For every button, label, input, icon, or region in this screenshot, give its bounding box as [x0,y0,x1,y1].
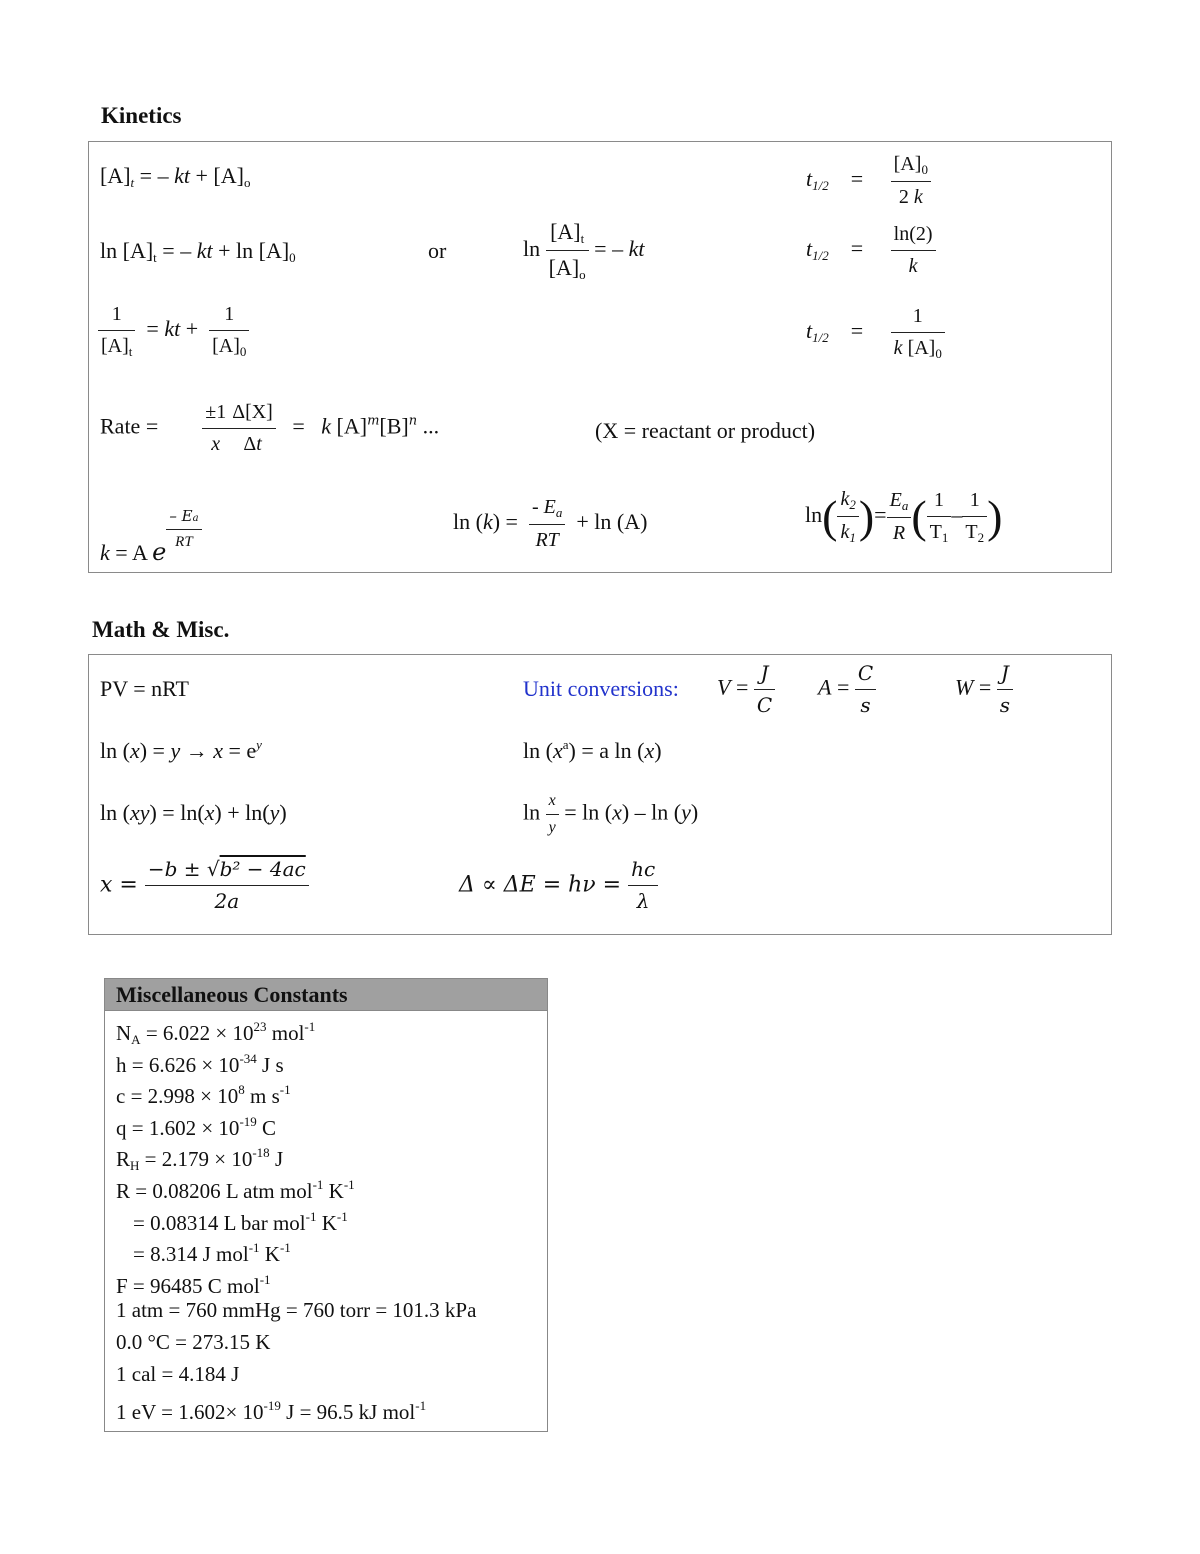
quadratic-formula: x = $\frac{\text{−b ± √b² − 4ac}}{2a}$ [100,857,309,914]
ideal-gas-law: PV = nRT [100,676,189,701]
constant-avogadro: $N_A = 6.022 \times 10^{23}$ mol$^{-1}$ [116,1019,316,1047]
log-exp: $\ln (x) = y \to x = e^y$ [100,737,262,763]
constant-planck: $h = 6.626 \times 10^{-34}$ J s [116,1050,284,1077]
eq-first-order-alt: ln $\frac{[A]_t}{[A]_o}$ = – kt [523,219,645,283]
constant-calorie: 1 cal = 4.184 J [116,1361,240,1386]
unit-watt: W = $\frac{J}{s}$ [955,661,1013,718]
unit-amp: A = $\frac{C}{s}$ [818,661,876,718]
eq-zero-order: $[A]_t$ = – kt + $[A]_o$ [100,163,251,190]
log-product: ln (xy) = ln(x) + ln(y) [100,800,287,825]
eq-first-order: $\ln [A]_t$ = – kt + $\ln [A]_0$ [100,238,296,265]
constant-electronvolt: 1 eV = $1.602\times 10^{-19}$ J = 96.5 kJ mol$^{-1}$ [116,1398,427,1425]
constant-gas-joule: = 8.314 J mol$^{-1}$ $K^{-1}$ [133,1240,291,1267]
constant-gas-bar: = 0.08314 L bar mol$^{-1}$ $K^{-1}$ [133,1208,348,1235]
constant-rydberg: $R_H = 2.179 \times 10^{-18}$ J [116,1145,284,1174]
half-life-second: $t_{1/2}$ = $\frac{1}{k [A]_0}$ [806,304,945,362]
constant-kelvin: 0.0 °C = 273.15 K [116,1329,271,1354]
kinetics-heading: Kinetics [101,103,182,128]
photon-energy: Δ ∝ ΔE = hν = $\frac{hc}{\lambda}$ [459,857,658,914]
constant-gas-atm: R = 0.08206 L atm mol$^{-1}$ $K^{-1}$ [116,1176,355,1203]
arrhenius-ln: ln (k) = $\frac{- E_a}{RT}$ + ln (A) [453,496,648,552]
rate-note: (X = reactant or product) [595,418,816,443]
arrhenius-two-point: ln( $\frac{k_2}{k_1}$ )= $\frac{E_a}{R}$ ( $\frac{1}{T_1}$ – $\frac{1}{T_2}$ ) [805,488,1003,546]
math-heading: Math & Misc. [92,617,230,642]
constant-charge: $q = 1.602 \times 10^{-19}$ C [116,1113,277,1140]
constants-table [104,978,548,1432]
log-quotient: ln $\frac{x}{y}$ = ln (x) – ln (y) [523,792,699,836]
unit-conversions-label: Unit conversions: [523,676,679,701]
half-life-zero: $t_{1/2}$ = $\frac{[A]_0}{2 k}$ [806,152,931,210]
or-label: or [428,238,447,263]
constants-header: Miscellaneous Constants [105,979,547,1011]
kinetics-box [88,141,1112,573]
constant-atm: 1 atm = 760 mmHg = 760 torr = 101.3 kPa [116,1298,477,1323]
log-power: $\ln (x^a) = a$ ln (x) [523,737,662,763]
half-life-first: $t_{1/2}$ = $\frac{\ln(2)}{k}$ [806,222,936,279]
eq-second-order: $\frac{1}{[A]_t}$ = kt + $\frac{1}{[A]_0}$ [98,302,249,360]
rate-law: Rate = $\frac{\pm 1}{x}$ $\frac{\Delta[X]}{\Delta t}$ = k $[A]^m[B]^n$ ... [100,401,440,455]
math-box [88,654,1112,935]
arrhenius: k = A e $\frac{- Ea}{RT}$ [100,507,202,564]
constant-faraday: F = 96485 C mol$^{-1}$ [116,1271,271,1298]
unit-volt: V = $\frac{J}{C}$ [717,661,775,718]
constant-light-speed: $c = 2.998 \times 10^8$ m $s^{-1}$ [116,1082,291,1109]
